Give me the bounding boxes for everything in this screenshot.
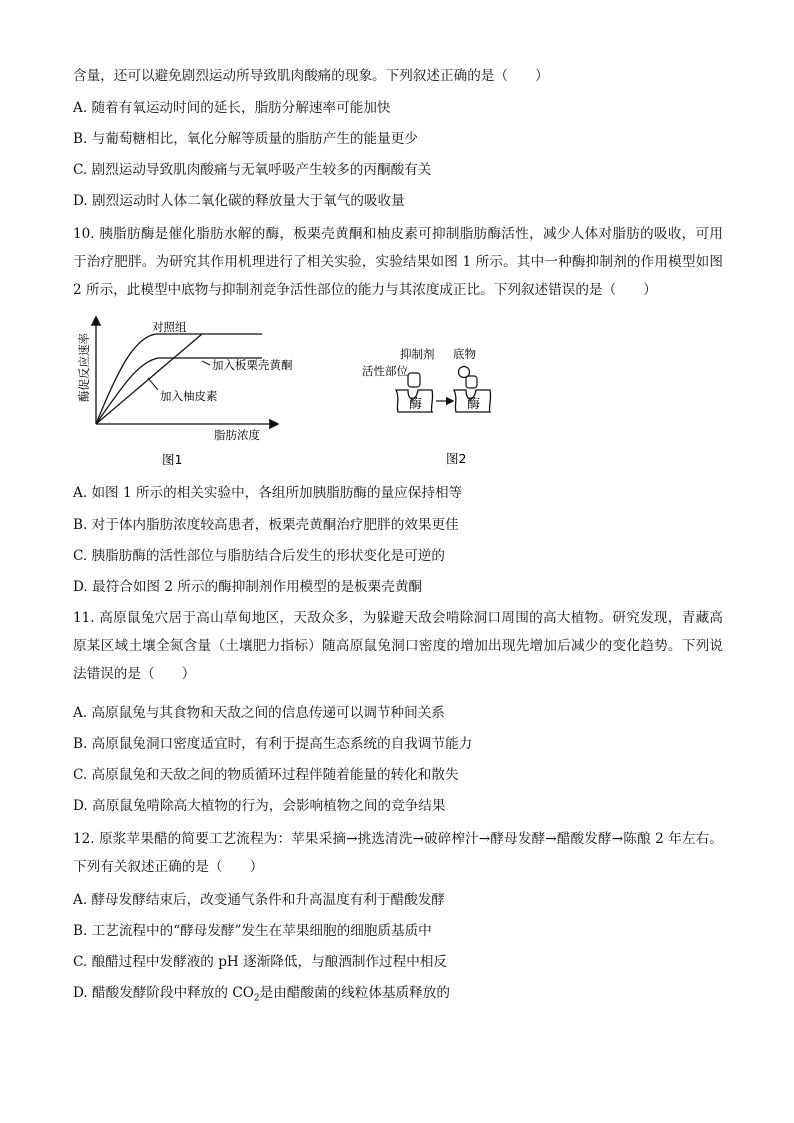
q11-option-c: C. 高原鼠兔和天敌之间的物质循环过程伴随着能量的转化和散失: [73, 767, 459, 783]
caption-figure2: 图2: [446, 451, 467, 466]
q10-stem: 10. 胰脂肪酶是催化脂肪水解的酶，板栗壳黄酮和柚皮素可抑制脂肪酶活性，减少人体对脂肪的吸收，可用于治疗肥胖。为研究其作用机理进行了相关实验，实验结果如图 1 所示。其中一种酶抑制剂的作用模型如图 2 所示，此模型中底物与抑制剂竞争活性部位的能力与其浓度成正比。下列叙述错误的是（ ）: [73, 226, 723, 298]
q10-option-a: A. 如图 1 所示的相关实验中，各组所加胰脂肪酶的量应保持相等: [73, 485, 463, 501]
label-chestnut: 加入板栗壳黄酮: [212, 358, 293, 372]
q11-option-d: D. 高原鼠兔啃除高大植物的行为，会影响植物之间的竞争结果: [73, 798, 446, 814]
leader-naringenin: [148, 378, 158, 390]
q12-option-a: A. 酵母发酵结束后，改变通气条件和升高温度有利于醋酸发酵: [73, 892, 445, 908]
figure-1: [72, 312, 312, 472]
q12-stem: 12. 原浆苹果醋的简要工艺流程为：苹果采摘→挑选清洗→破碎榨汁→酵母发酵→醋酸发酵→陈酿 2 年左右。下列有关叙述正确的是（ ）: [73, 831, 723, 875]
q10-option-c: C. 胰脂肪酶的活性部位与脂肪结合后发生的形状变化是可逆的: [73, 548, 445, 564]
figure-2: [356, 340, 536, 470]
inhibitor-bound: [466, 376, 477, 388]
q10-option-b: B. 对于体内脂肪浓度较高患者，板栗壳黄酮治疗肥胖的效果更佳: [73, 517, 459, 533]
q9-option-d: D. 剧烈运动时人体二氧化碳的释放量大于氧气的吸收量: [73, 193, 405, 209]
q9-option-c: C. 剧烈运动导致肌肉酸痛与无氧呼吸产生较多的丙酮酸有关: [73, 162, 432, 178]
q12-option-c: C. 酿醋过程中发酵液的 pH 逐渐降低，与酿酒制作过程中相反: [73, 954, 448, 970]
label-active-site: 活性部位: [362, 364, 408, 378]
enzyme-label-right: 酶: [467, 397, 481, 412]
q9-option-b: B. 与葡萄糖相比，氧化分解等质量的脂肪产生的能量更少: [73, 131, 418, 147]
ylabel: 酶促反应速率: [77, 333, 91, 402]
label-control: 对照组: [152, 320, 187, 334]
q12-option-b: B. 工艺流程中的“酵母发酵”发生在苹果细胞的细胞质基质中: [73, 923, 432, 939]
q12-option-d-suffix: 是由醋酸菌的线粒体基质释放的: [259, 985, 450, 1001]
q11-stem: 11. 高原鼠兔穴居于高山草甸地区，天敌众多，为躲避天敌会啃除洞口周围的高大植物。研究发现，青藏高原某区域土壤全氮含量（土壤肥力指标）随高原鼠兔洞口密度的增加出现先增加后减少的变化趋势。下列说法错误的是（ ）: [73, 610, 723, 682]
label-inhibitor: 抑制剂: [400, 347, 435, 361]
q10-option-d: D. 最符合如图 2 所示的酶抑制剂作用模型的是板栗壳黄酮: [73, 579, 423, 595]
caption-figure1: 图1: [162, 452, 183, 467]
label-substrate: 底物: [453, 347, 476, 361]
curve-control: [96, 334, 262, 424]
q9-stem-tail: 含量，还可以避免剧烈运动所导致肌肉酸痛的现象。下列叙述正确的是（ ）: [73, 68, 549, 84]
q11-option-a: A. 高原鼠兔与其食物和天敌之间的信息传递可以调节种间关系: [73, 705, 445, 721]
leader-chestnut: [202, 361, 210, 365]
label-naringenin: 加入柚皮素: [160, 389, 218, 403]
xlabel: 脂肪浓度: [214, 428, 260, 442]
q9-option-a: A. 随着有氧运动时间的延长，脂肪分解速率可能加快: [73, 100, 391, 116]
q12-option-d: [73, 983, 450, 1009]
inhibitor-shape: [408, 373, 420, 387]
enzyme-label-left: 酶: [409, 397, 423, 412]
q12-option-d-prefix: D. 醋酸发酵阶段中释放的 CO: [73, 985, 254, 1001]
q11-option-b: B. 高原鼠兔洞口密度适宜时，有利于提高生态系统的自我调节能力: [73, 736, 473, 752]
q12-option-d-subscript: 2: [253, 993, 260, 1004]
